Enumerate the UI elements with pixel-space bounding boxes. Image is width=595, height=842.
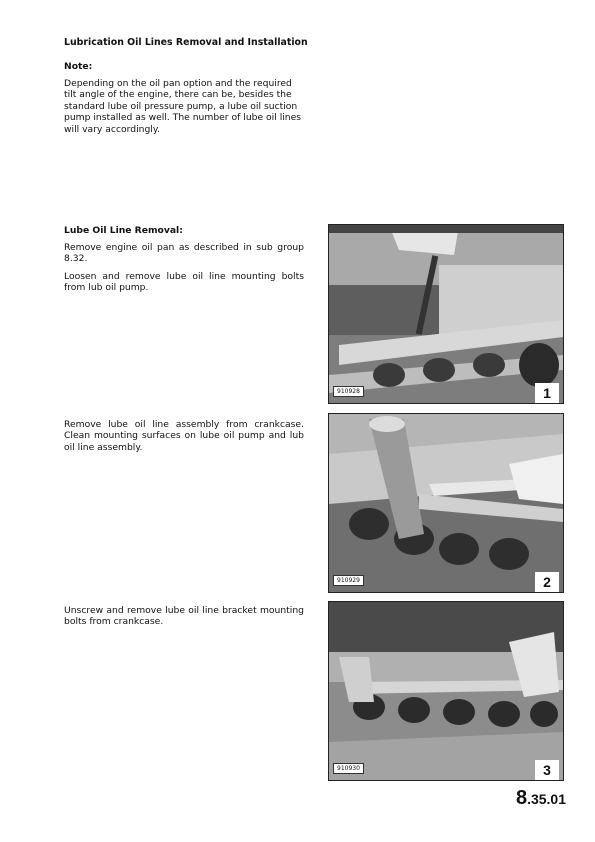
step-1-text xyxy=(64,242,304,265)
step-line: Unscrew and remove lube oil line bracket mounting xyxy=(64,605,304,616)
figure-3-number: 3 xyxy=(535,760,559,780)
figure-1-id: 910928 xyxy=(333,386,364,397)
figure-2-number: 2 xyxy=(535,572,559,592)
note-line: standard lube oil pressure pump, a lube oil suction xyxy=(64,100,298,112)
step-2-text xyxy=(64,271,304,294)
step-line: oil line assembly. xyxy=(64,441,143,453)
removal-heading: Lube Oil Line Removal: xyxy=(64,225,183,236)
engine-photo-3 xyxy=(329,602,563,780)
note-line: will vary accordingly. xyxy=(64,123,160,135)
step-line: Loosen and remove lube oil line mounting bolts xyxy=(64,271,304,282)
step-line: from lub oil pump. xyxy=(64,282,149,294)
engine-photo-2 xyxy=(329,414,563,592)
step-4-text xyxy=(64,605,304,628)
page-number-sub: .35.01 xyxy=(527,791,566,807)
figure-2-photo xyxy=(328,413,564,593)
note-line: pump installed as well. The number of lube oil lines xyxy=(64,112,302,124)
step-3-text xyxy=(64,419,304,453)
step-line: Clean mounting surfaces on lube oil pump and lub xyxy=(64,430,304,442)
figure-1-photo xyxy=(328,224,564,404)
step-line: Remove lube oil line assembly from crankcase. xyxy=(64,419,304,430)
page-number-main: 8 xyxy=(515,787,528,809)
note-label: Note: xyxy=(64,61,93,72)
figure-3-id: 910930 xyxy=(333,763,364,774)
figure-3-photo xyxy=(328,601,564,781)
note-line: tilt angle of the engine, there can be, besides the xyxy=(64,89,292,101)
note-text xyxy=(64,78,304,135)
step-line: Remove engine oil pan as described in sub group xyxy=(64,242,304,253)
figure-2-id: 910929 xyxy=(333,575,364,586)
note-line: Depending on the oil pan option and the required xyxy=(64,78,292,89)
step-line: 8.32. xyxy=(64,253,88,265)
page-title: Lubrication Oil Lines Removal and Installation xyxy=(64,37,308,48)
step-line: bolts from crankcase. xyxy=(64,616,164,628)
figure-1-number: 1 xyxy=(535,383,559,403)
engine-photo-1 xyxy=(329,225,563,403)
page-number xyxy=(516,787,566,810)
